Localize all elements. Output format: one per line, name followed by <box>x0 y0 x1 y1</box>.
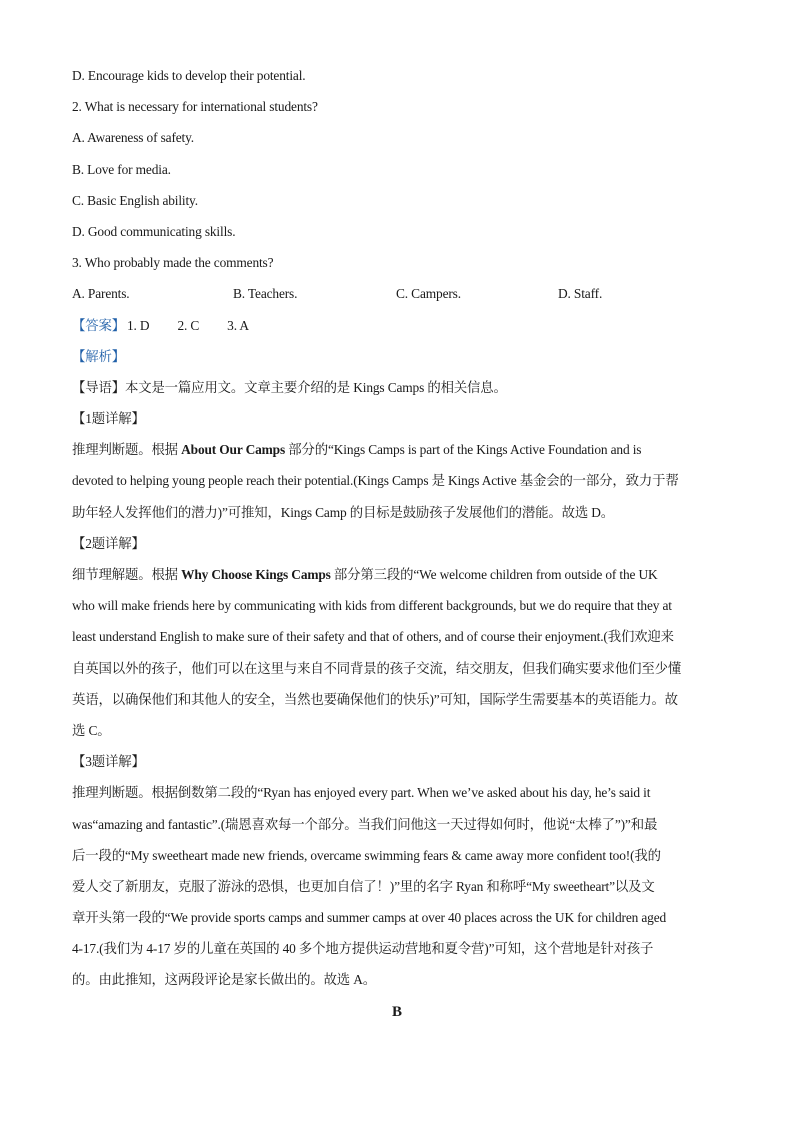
detail-3-line-1: 推理判断题。根据倒数第二段的“Ryan has enjoyed every part. When we’ve asked about his day, he’s said it <box>72 785 651 801</box>
detail-2-text: 细节理解题。根据 <box>72 567 182 582</box>
detail-3-heading: 【3题详解】 <box>72 754 145 770</box>
detail-2-line-4: 自英国以外的孩子，他们可以在这里与来自不同背景的孩子交流，结交朋友，但我们确实要求他们至少懂 <box>72 660 682 676</box>
detail-1-bold-section: About Our Camps <box>181 442 286 458</box>
q3-options <box>72 278 724 309</box>
detail-2-line-1 <box>72 559 724 590</box>
answer-3: 3. A <box>227 317 249 333</box>
q3-option-b: B. Teachers. <box>233 286 298 302</box>
answer-line <box>72 310 724 341</box>
q2-option-c: C. Basic English ability. <box>72 192 198 208</box>
q2-option-b: B. Love for media. <box>72 161 171 177</box>
answer-1: 1. D <box>126 317 150 333</box>
detail-2-heading: 【2题详解】 <box>72 535 145 551</box>
q2-stem: 2. What is necessary for international students? <box>72 99 318 115</box>
detail-2-line-3: least understand English to make sure of their safety and that of others, and of course their enjoyment.(我们欢迎来 <box>72 629 674 645</box>
q3-option-c: C. Campers. <box>396 286 461 302</box>
document-body <box>72 60 724 996</box>
q3-option-d: D. Staff. <box>558 286 603 302</box>
guide-text: 【导语】本文是一篇应用文。文章主要介绍的是 Kings Camps 的相关信息。 <box>72 379 507 395</box>
q3-option-a: A. Parents. <box>72 286 130 302</box>
detail-3-line-6: 4-17.(我们为 4-17 岁的儿童在英国的 40 多个地方提供运动营地和夏令营)”可知，这个营地是针对孩子 <box>72 941 654 957</box>
detail-3-line-4: 爱人交了新朋友，克服了游泳的恐惧，也更加自信了！)”里的名字 Ryan 和称呼“My sweetheart”以及文 <box>72 878 655 894</box>
q2-option-a: A. Awareness of safety. <box>72 130 194 146</box>
detail-1-heading: 【1题详解】 <box>72 411 145 427</box>
q1-option-d: D. Encourage kids to develop their potential. <box>72 68 306 83</box>
section-b-heading: B <box>391 1004 402 1020</box>
detail-3-line-7: 的。由此推知，这两段评论是家长做出的。故选 A。 <box>72 972 377 988</box>
detail-1-line-3: 助年轻人发挥他们的潜力)”可推知，Kings Camp 的目标是鼓励孩子发展他们的潜能。故选 D。 <box>72 504 615 520</box>
detail-2-line-5: 英语，以确保他们和其他人的安全，当然也要确保他们的快乐)”可知，国际学生需要基本的英语能力。故 <box>72 691 678 707</box>
detail-3-line-3: 后一段的“My sweetheart made new friends, overcame swimming fears & came away more confident too!(我的 <box>72 847 661 863</box>
detail-3-line-5: 章开头第一段的“We provide sports camps and summer camps at over 40 places across the UK for children aged <box>72 910 667 926</box>
detail-2-bold-section: Why Choose Kings Camps <box>181 567 331 582</box>
analysis-label: 【解析】 <box>72 348 125 364</box>
detail-1-line-1 <box>72 434 724 465</box>
detail-1-quote: 部分的“Kings Camps is part of the Kings Active Foundation and is <box>285 442 642 458</box>
detail-1-line-2: devoted to helping young people reach their potential.(Kings Camps 是 Kings Active 基金会的一部分，致力于帮 <box>72 473 679 489</box>
detail-2-quote: 部分第三段的“We welcome children from outside of the UK <box>330 567 658 582</box>
q2-option-d: D. Good communicating skills. <box>72 223 236 239</box>
q3-stem: 3. Who probably made the comments? <box>72 255 274 271</box>
detail-2-line-6: 选 C。 <box>72 722 111 738</box>
detail-1-text: 推理判断题。根据 <box>72 442 182 458</box>
answer-2: 2. C <box>177 317 200 333</box>
detail-2-line-2: who will make friends here by communicating with kids from different backgrounds, but we do require that they at <box>72 598 672 614</box>
answer-label: 【答案】 <box>72 317 125 333</box>
detail-3-line-2: was“amazing and fantastic”.(瑞恩喜欢每一个部分。当我们问他这一天过得如何时，他说“太棒了”)”和最 <box>72 816 658 832</box>
